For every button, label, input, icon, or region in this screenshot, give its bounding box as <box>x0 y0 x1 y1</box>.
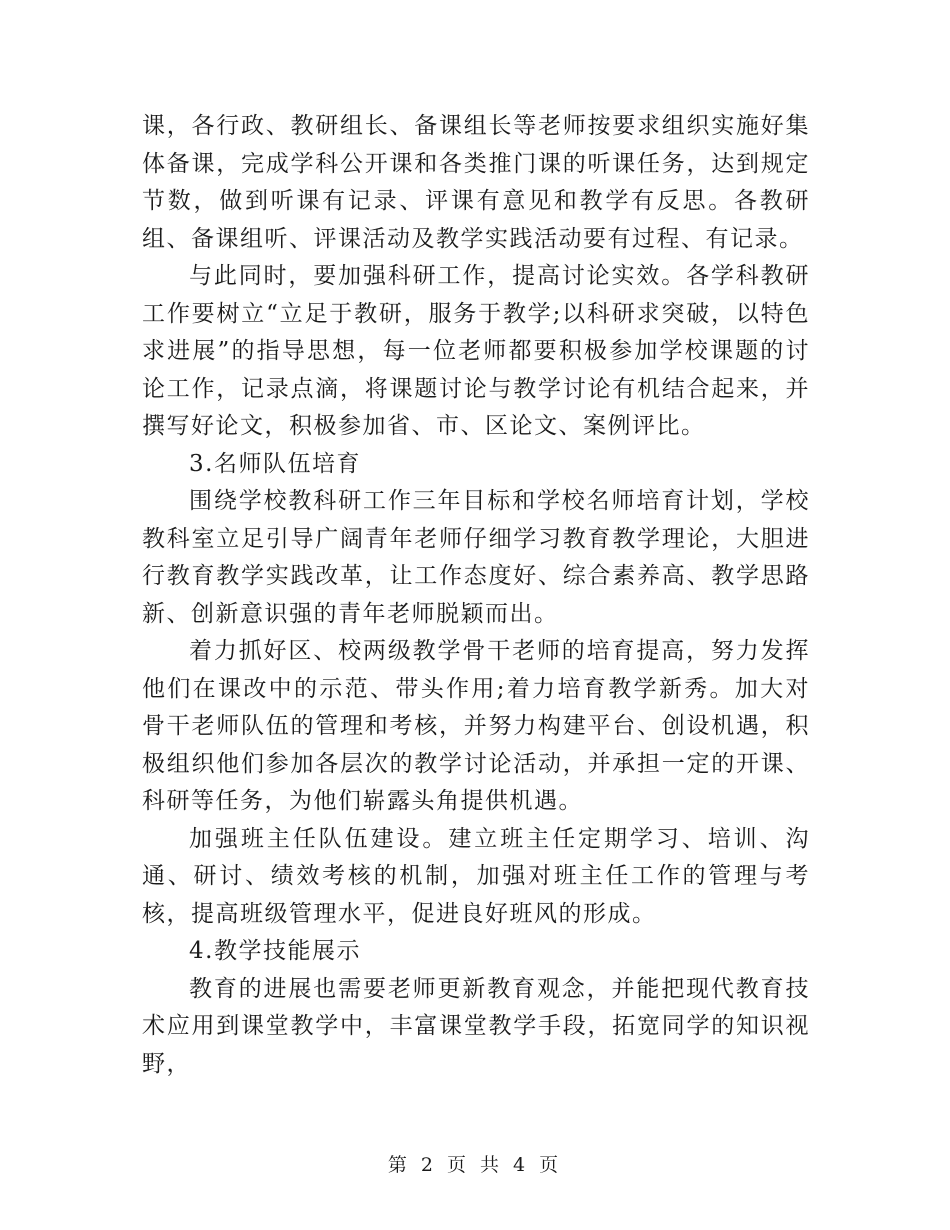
document-body <box>142 108 810 1083</box>
page-number-footer: 第 2 页 共 4 页 <box>387 1154 563 1176</box>
paragraph-research-work: 与此同时，要加强科研工作，提高讨论实效。各学科教研工作要树立“立足于教研，服务于教学;以科研求突破，以特色求进展”的指导思想，每一位老师都要积极参加学校课题的讨论工作，记录点滴，将课题讨论与教学讨论有机结合起来，并撰写好论文，积极参加省、市、区论文、案例评比。 <box>142 263 810 439</box>
section-heading-famous-teacher-training: 3.名师队伍培育 <box>189 450 361 477</box>
paragraph-young-teacher-growth: 围绕学校教科研工作三年目标和学校名师培育计划，学校教科室立足引导广阔青年老师仔细学习教育教学理论，大胆进行教育教学实践改革，让工作态度好、综合素养高、教学思路新、创新意识强的青年老师脱颖而出。 <box>142 488 810 627</box>
paragraph-head-teacher-team: 加强班主任队伍建设。建立班主任定期学习、培训、沟通、研讨、绩效考核的机制，加强对班主任工作的管理与考核，提高班级管理水平，促进良好班风的形成。 <box>142 825 810 927</box>
paragraph-collective-lesson-prep: 课，各行政、教研组长、备课组长等老师按要求组织实施好集体备课，完成学科公开课和各类推门课的听课任务，达到规定节数，做到听课有记录、评课有意见和教学有反思。各教研组、备课组听、评课活动及教学实践活动要有过程、有记录。 <box>142 113 810 252</box>
paragraph-education-technology: 教育的进展也需要老师更新教育观念，并能把现代教育技术应用到课堂教学中，丰富课堂教学手段，拓宽同学的知识视野， <box>142 975 810 1077</box>
section-heading-teaching-skills: 4.教学技能展示 <box>189 938 361 964</box>
paragraph-backbone-teachers: 着力抓好区、校两级教学骨干老师的培育提高，努力发挥他们在课改中的示范、带头作用;着力培育教学新秀。加大对骨干老师队伍的管理和考核，并努力构建平台、创设机遇，积极组织他们参加各层次的教学讨论活动，并承担一定的开课、科研等任务，为他们崭露头角提供机遇。 <box>142 638 810 814</box>
